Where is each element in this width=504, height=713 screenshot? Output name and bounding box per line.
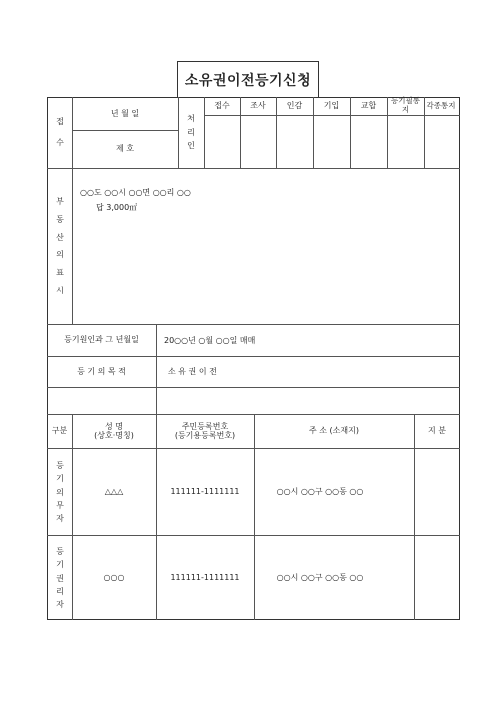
col-header: 기입 — [323, 101, 340, 111]
holder-label-char: 권 — [56, 573, 64, 583]
property-label-char: 의 — [56, 250, 64, 260]
obligor-label-char: 기 — [56, 474, 64, 484]
header-name — [72, 414, 156, 448]
divider — [47, 168, 460, 169]
obligor-label — [54, 460, 66, 524]
col-header: 교합 — [360, 101, 377, 111]
obligor-label-char: 무 — [56, 500, 64, 510]
purpose-value: 소 유 권 이 전 — [168, 367, 217, 376]
obligor-label-char: 의 — [56, 487, 64, 497]
property-label-char: 시 — [56, 285, 64, 295]
header-id-line: 주민등록번호 — [181, 421, 229, 431]
holder-label-char: 등 — [56, 547, 64, 556]
header-name-line: 성 명 — [105, 421, 123, 431]
obligor-label-char: 자 — [56, 514, 64, 523]
obligor-id: 111111-1111111 — [170, 486, 240, 496]
processor-label-char: 처 — [187, 114, 195, 123]
divider — [156, 324, 157, 414]
reception-label-char: 수 — [56, 138, 64, 147]
header-share: 지 분 — [428, 426, 446, 436]
col-header: 접수 — [214, 101, 230, 111]
reception-label-char: 접 — [56, 117, 64, 126]
holder-address: ○○시 ○○구 ○○동 ○○ — [276, 572, 364, 582]
header-id — [156, 414, 254, 448]
divider — [72, 130, 178, 131]
holder-id: 111111-1111111 — [170, 572, 240, 582]
holder-share — [414, 535, 460, 620]
cause-value: 20○○년 ○월 ○○일 매매 — [164, 336, 256, 345]
property-label-char: 표 — [56, 268, 64, 278]
header-address: 주 소 (소재지) — [309, 426, 359, 436]
property-label-char: 동 — [56, 214, 64, 224]
divider — [178, 97, 179, 168]
header-name-sub: (상호·명칭) — [94, 431, 134, 440]
property-area: 답 3,000㎡ — [96, 203, 138, 212]
obligor-name: △△△ — [104, 486, 124, 496]
holder-label-char: 자 — [56, 600, 64, 609]
reception-label — [54, 116, 66, 148]
holder-label-char: 리 — [56, 586, 64, 596]
col-header: 각종통지 — [426, 100, 456, 110]
purpose-label: 등 기 의 목 적 — [77, 366, 126, 376]
divider — [72, 168, 73, 324]
number-label: 제 호 — [116, 144, 134, 154]
divider — [204, 115, 460, 116]
header-id-sub: (등기용등록번호) — [174, 431, 236, 440]
property-label-char: 부 — [56, 197, 64, 206]
holder-name: ○○○ — [103, 572, 125, 582]
obligor-address: ○○시 ○○구 ○○동 ○○ — [276, 486, 364, 496]
property-label — [54, 196, 66, 296]
holder-label-char: 기 — [56, 560, 64, 570]
divider — [424, 97, 425, 168]
col-header: 조사 — [250, 101, 266, 111]
property-address: ○○도 ○○시 ○○면 ○○리 ○○ — [80, 188, 191, 197]
holder-label — [54, 546, 66, 610]
obligor-label-char: 등 — [56, 461, 64, 470]
col-header: 등기필통지 — [391, 96, 420, 114]
processor-label — [185, 113, 197, 151]
divider — [47, 387, 460, 388]
cause-label: 등기원인과 그 년월일 — [64, 335, 139, 345]
form-title: 소유권이전등기신청 — [177, 61, 319, 97]
property-label-char: 산 — [56, 232, 64, 242]
header-category: 구분 — [51, 426, 68, 436]
date-label: 년 월 일 — [110, 109, 140, 119]
processor-label-char: 리 — [187, 127, 195, 137]
obligor-share — [414, 448, 460, 535]
processor-label-char: 인 — [187, 141, 195, 150]
col-header: 인감 — [286, 101, 303, 111]
